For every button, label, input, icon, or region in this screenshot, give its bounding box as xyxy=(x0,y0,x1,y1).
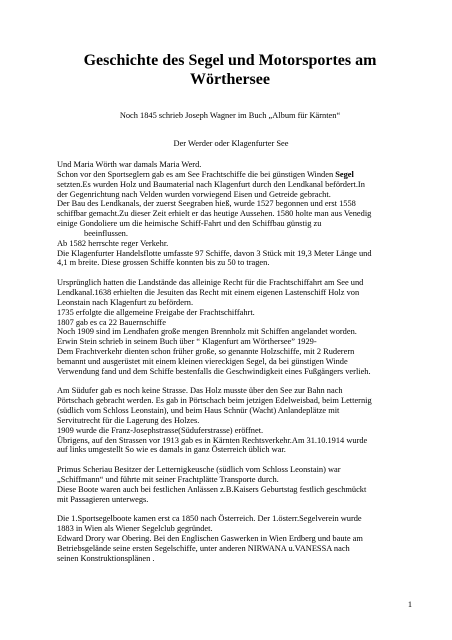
text-line: Verwendung fand und dem Schiffe bestenfalls die Geschwindigkeit eines Fußgängers verlieh. xyxy=(57,366,371,376)
text-line: Noch 1909 sind im Lendhafen große mengen Brennholz mit Schiffen angelandet worden. xyxy=(57,327,357,337)
text-line: „Schiffmann“ und führte mit seiner Frachtplätte Transporte durch. xyxy=(57,475,279,484)
text-line: 1807 gab es ca 22 Bauernschiffe xyxy=(57,317,166,327)
text-line: Edward Drory war Obering. Bei den Englischen Gaswerken in Wien Erdberg und baute am xyxy=(57,534,363,544)
paragraph xyxy=(57,465,409,504)
text-line: beeinflussen. xyxy=(84,228,128,238)
text-line: auf links umgestellt So wie es damals in ganz Österreich üblich war. xyxy=(57,445,286,455)
text-line: Dem Frachtverkehr dienten schon früher große, so genannte Holzschiffe, mit 2 Ruderern xyxy=(57,347,355,357)
text-segment: Schon vor den Sportseglern gab es am See Frachtschiffe die bei günstigen Winden xyxy=(57,169,336,179)
text-line: 1909 wurde die Franz-Josephstrasse(Süduferstrasse) eröffnet. xyxy=(57,425,264,435)
text-line: Diese Boote waren auch bei festlichen Anlässen z.B.Kaisers Geburtstag festlich geschmückt xyxy=(57,484,367,494)
text-line: Ab 1582 herrschte reger Verkehr. xyxy=(57,238,169,248)
text-line: Erwin Stein schrieb in seinem Buch über “ Klagenfurt am Wörthersee” 1929- xyxy=(57,337,317,347)
bold-word: Segel xyxy=(335,169,354,179)
paragraph xyxy=(57,386,409,455)
text-line: der Gegenrichtung nach Velden wurden vorwiegend Eisen und Getreide gebracht. xyxy=(57,189,331,199)
paragraph xyxy=(57,278,409,376)
text-line: Primus Scheriau Besitzer der Letternigkeusche (südlich vom Schloss Leonstain) war xyxy=(57,465,341,475)
text-line: Leonstain nach Klagenfurt zu befördern. xyxy=(57,297,194,307)
intro-line: Noch 1845 schrieb Joseph Wagner im Buch „Album für Kärnten“ xyxy=(119,111,341,120)
text-line: 4,1 m breite. Diese grossen Schiffe konnten bis zu 50 to tragen. xyxy=(57,258,270,268)
text-line: Übrigens, auf den Strassen vor 1913 gab es in Kärnten Rechtsverkehr.Am 31.10.1914 wurde xyxy=(57,435,368,445)
text-line: bemannt und ausgerüstet mit einem kleinen viereckigen Segel, da bei günstigen Winde xyxy=(57,356,348,366)
text-line: schiffbar gemacht.Zu dieser Zeit erhielt er das heutige Aussehen. 1580 holte man aus Venedig xyxy=(57,209,372,219)
text-line: 1883 in Wien als Wiener Segelclub gegründet. xyxy=(57,524,213,534)
text-line: Am Südufer gab es noch keine Strasse. Das Holz musste über den See zur Bahn nach xyxy=(57,386,343,396)
text-line: Servitutrecht für die Lagerung des Holzes. xyxy=(57,415,200,425)
text-line: setzten.Es wurden Holz und Baumaterial nach Klagenfurt durch den Lendkanal befördert.In xyxy=(57,179,365,189)
text-line: mit Passagieren unterwegs. xyxy=(57,494,149,504)
page-number: 1 xyxy=(407,600,412,609)
text-line: einige Gondoliere um die heimische Schiff-Fahrt und den Schiffbau günstig zu xyxy=(57,219,322,229)
text-line: Und Maria Wörth war damals Maria Werd. xyxy=(57,160,202,169)
text-line: Lendkanal.1638 erhielten die Jesuiten das Recht mit einem eigenen Lastenschiff Holz von xyxy=(57,287,360,297)
text-line: Die Klagenfurter Handelsflotte umfasste 97 Schiffe, davon 3 Stück mit 19,3 Meter Länge und xyxy=(57,248,372,258)
text-line: Pörtschach gebracht werden. Es gab in Pörtschach beim jetzigen Edelweisbad, beim Letternig xyxy=(57,396,372,406)
text-line: Betriebsgelände seine ersten Segelschiffe, unter anderen NIRWANA u.VANESSA nach xyxy=(57,543,350,553)
text-line: Ursprünglich hatten die Landstände das alleinige Recht für die Frachtschiffahrt am See und xyxy=(57,278,364,288)
paragraph xyxy=(57,160,409,268)
section-heading: Der Werder oder Klagenfurter See xyxy=(173,139,289,148)
paragraph xyxy=(57,514,409,563)
text-line: (südlich vom Schloss Leonstain), und beim Haus Schnür (Wacht) Anlandeplätze mit xyxy=(57,406,340,416)
text-line xyxy=(57,170,409,180)
text-line: seinen Konstruktionsplänen . xyxy=(57,553,155,563)
page-title: Geschichte des Segel und Motorsportes am Wörthersee xyxy=(83,52,377,88)
text-line: 1735 erfolgte die allgemeine Freigabe der Frachtschiffahrt. xyxy=(57,307,255,317)
text-line: Die 1.Sportsegelboote kamen erst ca 1850 nach Österreich. Der 1.österr.Segelverein wurde xyxy=(57,514,362,524)
body-text xyxy=(57,160,409,573)
text-line: Der Bau des Lendkanals, der zuerst Seegraben hieß, wurde 1527 begonnen und erst 1558 xyxy=(57,199,356,209)
